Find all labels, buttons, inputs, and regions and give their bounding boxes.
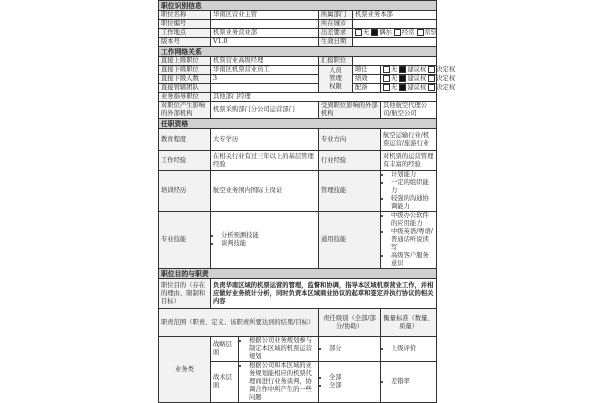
checkbox-icon[interactable] [428,75,435,82]
department-label: 所属部门 [319,11,353,20]
duty-level: • 部分 [319,337,381,362]
section-header: 任职资格 [159,119,437,129]
manage-team-value [211,84,319,93]
checkbox-icon[interactable] [417,29,424,36]
checkbox-icon[interactable] [399,75,406,82]
checkbox-icon[interactable] [371,29,378,36]
city-value [353,20,437,29]
major-value: 航空运输行业/机票运营/旅游行业 [381,129,437,151]
tier-label: 战略层面 [211,337,239,362]
travel-options [353,29,437,38]
duty-text: • 根据公司业务规划参与制定本区域的机票运营规划 [239,337,319,362]
tier-label: 战术层面 [211,362,239,403]
direct-sub-label: 直接下级职位 [159,66,211,75]
direct-count-label: 直接下级人数 [159,75,211,84]
major-label: 专业方向 [319,129,381,151]
manage-team-label: 直接管辖团队 [159,84,211,93]
travel-option[interactable]: 偶尔 [371,29,392,36]
position-code-label: 职位编号 [159,20,211,29]
experience-label: 工作经验 [159,151,211,171]
job-description-document [158,0,456,401]
duty-measure: • 差错率 [381,362,437,403]
authority-label: 人员 管理 权限 [319,66,353,93]
direct-superior-value: 机票营业高级经理 [211,57,319,66]
version-value: V1.0 [211,38,319,47]
effective-date-label: 生效日期 [319,38,353,47]
direct-count-value: 3 [211,75,319,84]
direct-sub-value: 华南区机票营业员工 [211,66,319,75]
purpose-label: 职位目的（存在的理由、限制和目标） [159,279,211,309]
training-value: 航空业务国内国际上岗证 [211,171,319,212]
experience-value: 在相关行业有过三年以上的基层管理经验 [211,151,319,171]
duty-measure: • 上级评价 [381,337,437,362]
department-value: 机票业务本部 [353,11,437,20]
checkbox-icon[interactable] [428,66,435,73]
list-item: • 中级办公软件的应用能力 [391,212,434,228]
professional-skill-label: 专业技能 [159,212,211,269]
location-label: 工作地点 [159,29,211,38]
effective-date-value [353,38,437,47]
section-header: 职位目的与职责 [159,269,437,279]
external-org-value: 其他航空代理公司/航空公司 [381,102,437,119]
authority-options: 无 建议权 决定权 [381,66,437,75]
travel-option[interactable]: 无 [355,29,369,36]
external-org-label: 受到职位影响的外部机构 [319,102,381,119]
position-name-value: 华南区营业主管 [211,11,319,20]
guide-label: 业务指导职位 [159,93,211,102]
list-item: • 中级英语/粤语/普通话听说读写 [391,228,434,252]
direct-superior-label: 直接上级职位 [159,57,211,66]
checkbox-icon[interactable] [383,66,390,73]
responsibility-level-header: 责任级别（全部/部分/协助） [319,309,381,337]
checkbox-icon[interactable] [383,75,390,82]
internal-org-label: 对职位产生影响的外部机构 [159,102,211,119]
duty-level: • 全部 • 全部 [319,362,381,403]
section-header: 职位识别信息 [159,1,437,11]
report-value [353,57,437,66]
position-code-value [211,20,319,29]
training-label: 培训经历 [159,171,211,212]
professional-skill-list [211,212,319,269]
position-name-label: 职位名称 [159,11,211,20]
list-item: • 计划能力 [391,171,434,179]
travel-option[interactable]: 经常 [394,29,415,36]
version-label: 版本号 [159,38,211,47]
education-value: 大专学历 [211,129,319,151]
general-skill-label: 通用技能 [319,212,381,269]
job-table [158,0,456,403]
checkbox-icon[interactable] [399,84,406,91]
management-skill-list [381,171,437,212]
guide-value: 其他部门经理 [211,93,437,102]
industry-label: 行业经验 [319,151,381,171]
authority-options: 无 建议权 决定权 [381,75,437,84]
report-label: 汇报职位 [319,57,353,66]
list-item: • 较强的沟通协调能力 [391,195,434,211]
checkbox-icon[interactable] [399,66,406,73]
city-label: 所在城市 [319,20,353,29]
travel-option[interactable]: 常驻 [417,29,438,36]
authority-name: 聘任 [353,66,381,75]
travel-label: 出差要求 [319,29,353,38]
list-item: • 一定的组织能力 [391,179,434,195]
duty-scope-header: 职责范围（职责、定义、该职责所要达到的结果/目标） [159,309,319,337]
list-item: • 谈判技能 [221,240,316,248]
general-skill-list [381,212,437,269]
list-item: • 高级客户服务意识 [391,252,434,268]
authority-name: 绩效 [353,75,381,84]
management-skill-label: 管理技能 [319,171,381,212]
education-label: 教育程度 [159,129,211,151]
authority-options: 无 建议权 决定权 [381,84,437,93]
duty-text: • 根据公司和本区域的业务规划能相应的机票代理商进行业务谈判，协调合作中所产生的一些问题 [239,362,319,403]
section-header: 工作网络关系 [159,47,437,57]
industry-value: 对机票的运营管理有丰富的经验 [381,151,437,171]
authority-name: 配备 [353,84,381,93]
purpose-text: 负责华南区域的机票运营的管理，监督和协调，指导本区域机票营业工作，并相应做好业务统计分析，同时负责本区域商业协议的起草和签定并执行协议的相关内容 [211,279,437,309]
business-group-label: 业务类 [159,337,211,403]
location-value: 机票业务营业部 [211,29,319,38]
measure-header: 衡量标准（数量、质量） [381,309,437,337]
checkbox-icon[interactable] [428,84,435,91]
checkbox-icon[interactable] [355,29,362,36]
internal-org-value: 机票采购部门分公司运营部门 [211,102,319,119]
list-item: • 分析预测技能 [221,232,316,240]
checkbox-icon[interactable] [394,29,401,36]
checkbox-icon[interactable] [383,84,390,91]
